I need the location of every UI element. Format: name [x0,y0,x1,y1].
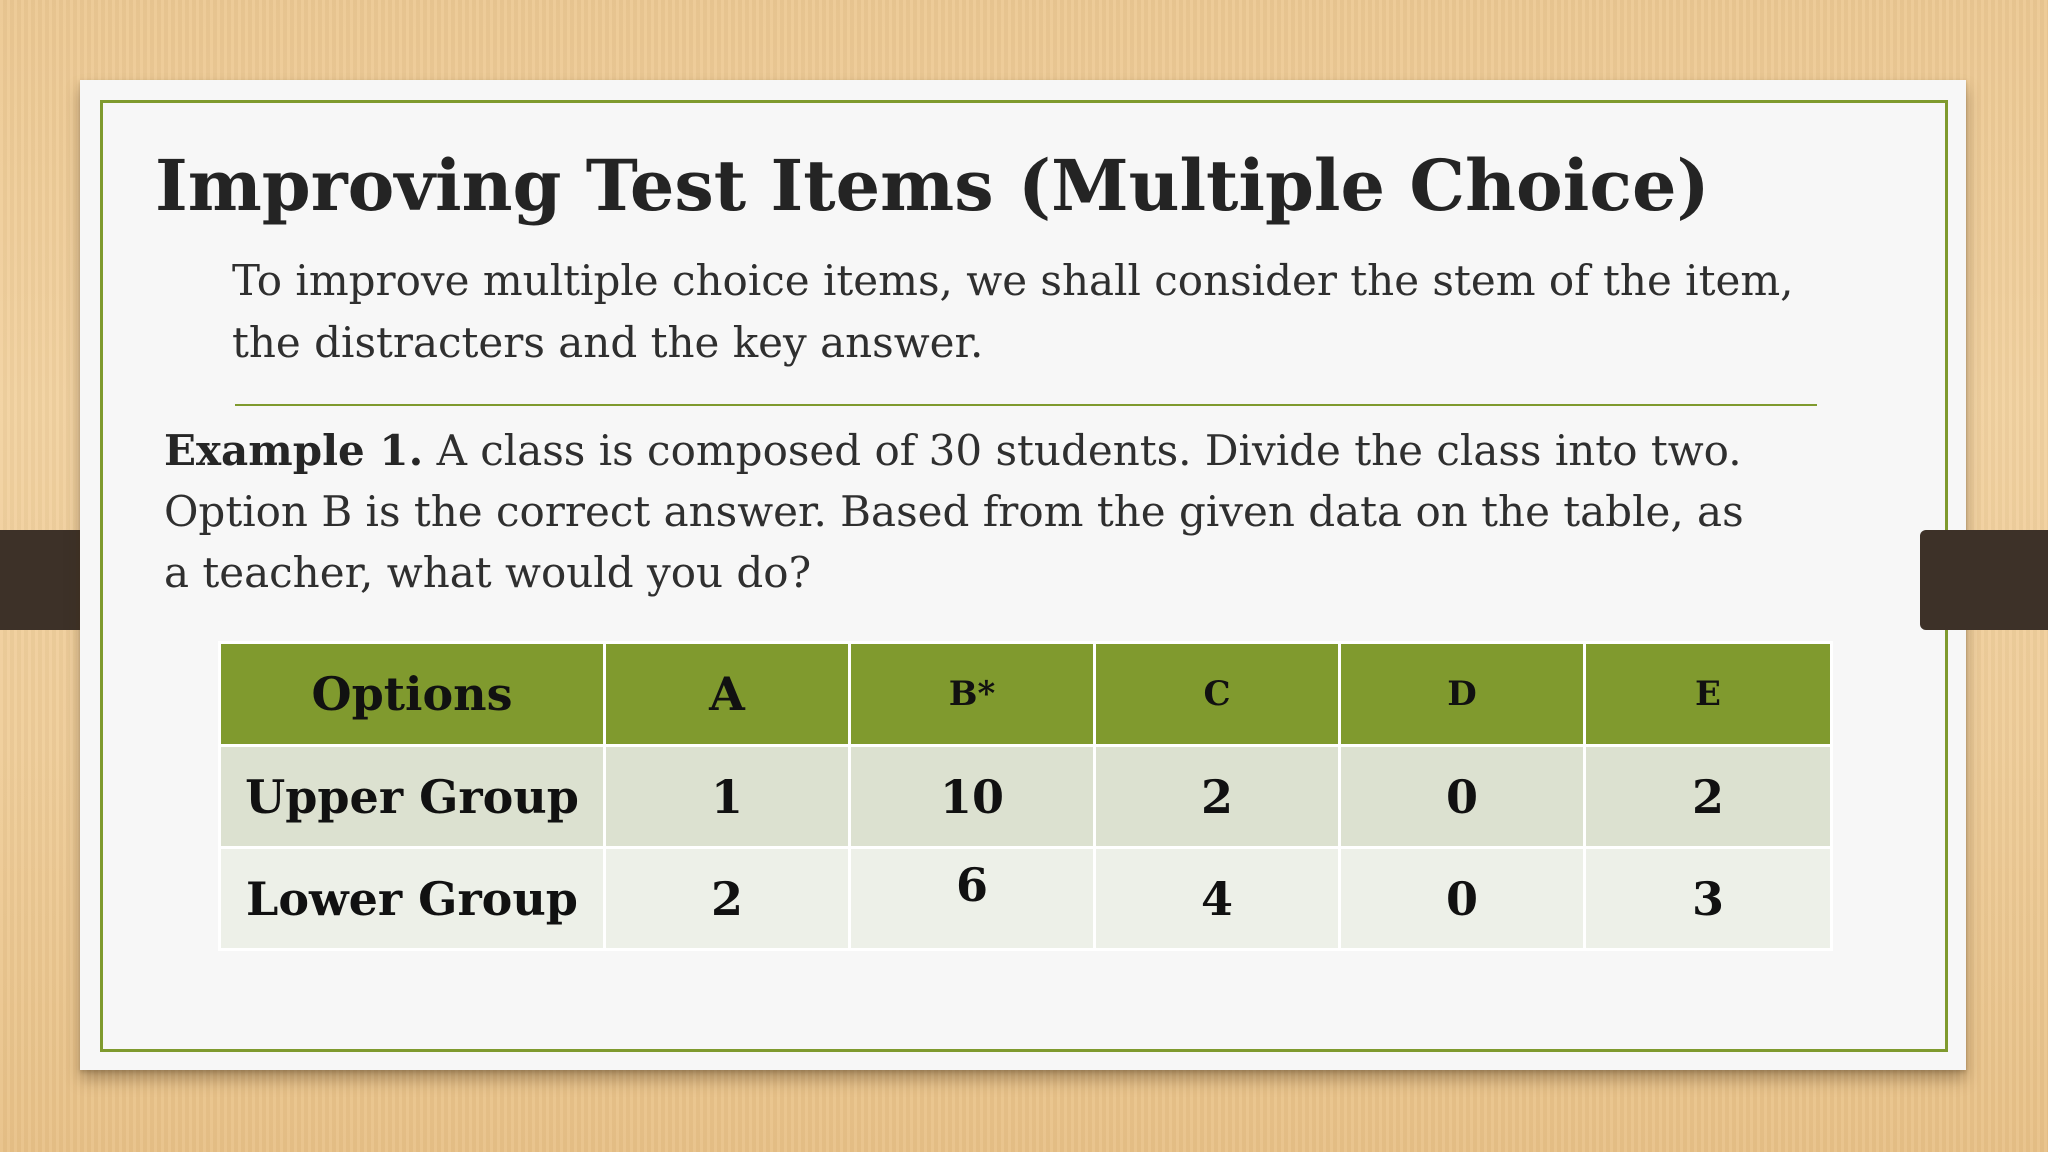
row-label-lower-group: Lower Group [220,848,605,950]
table-cell: 1 [605,746,850,848]
table-row [220,746,1832,848]
table-cell: 2 [605,848,850,950]
row-label-upper-group: Upper Group [220,746,605,848]
table-cell: 2 [1095,746,1340,848]
table-header-row [220,643,1832,746]
example-text: A class is composed of 30 students. Divide the class into two. Option B is the correct answer. Based from the given data on the table, as a teacher, what would you do? [164,426,1744,597]
table-cell: 4 [1095,848,1340,950]
header-options: Options [220,643,605,746]
table-cell: 10 [850,746,1095,848]
table-cell: 2 [1585,746,1832,848]
intro-text: To improve multiple choice items, we shall consider the stem of the item, the distracters and the key answer. [232,256,1794,367]
divider-line [235,404,1817,406]
header-option-d: D [1340,643,1585,746]
header-option-a: A [605,643,850,746]
header-option-b: B* [850,643,1095,746]
slide [80,80,1966,1070]
table-cell: 0 [1340,848,1585,950]
table-cell: 0 [1340,746,1585,848]
cell-value: 6 [955,857,988,912]
header-option-c: C [1095,643,1340,746]
table-row [220,848,1832,950]
example-label: Example 1. [164,426,424,475]
table-cell: 3 [1585,848,1832,950]
slide-title: Improving Test Items (Multiple Choice) [155,144,1710,227]
table-cell [850,848,1095,950]
header-option-e: E [1585,643,1832,746]
binder-clip-right [1920,530,2048,630]
example-paragraph [164,420,1764,603]
item-analysis-table [218,641,1833,951]
